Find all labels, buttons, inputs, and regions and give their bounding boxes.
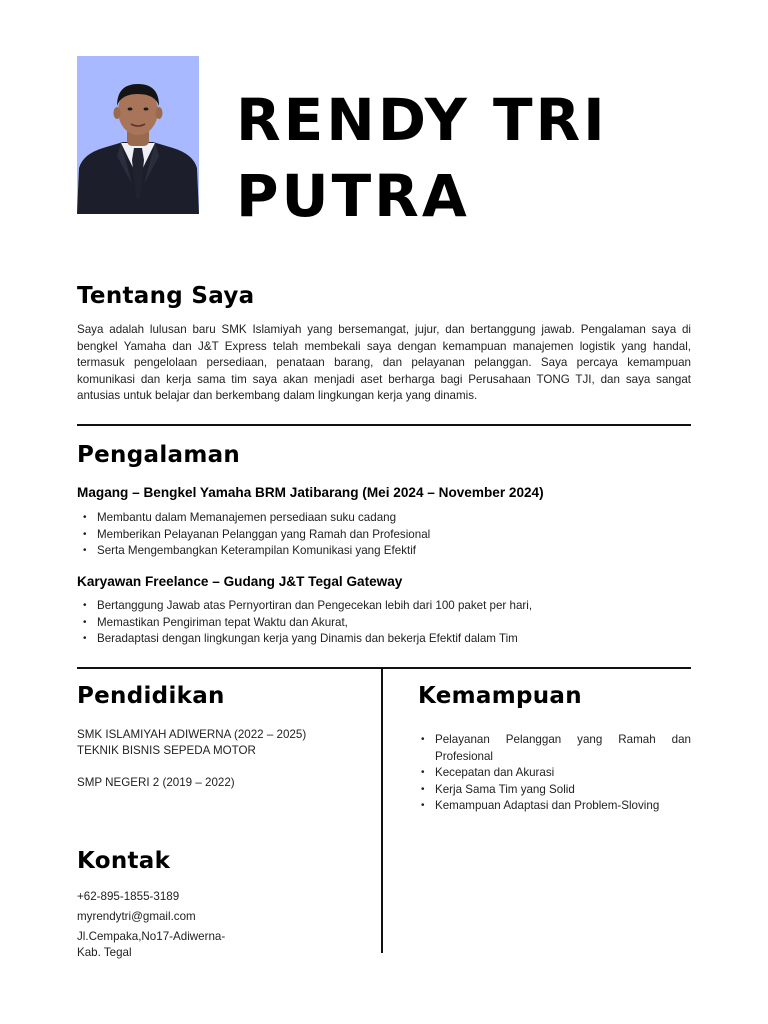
- about-text: Saya adalah lulusan baru SMK Islamiyah yang bersemangat, jujur, dan bertanggung jawab. Pengalaman saya di bengkel Yamaha dan J&T Express telah membekali saya dengan kemampuan manajemen logistik yang handal, termasuk pengelolaan persediaan, penataan barang, dan pelayanan pelanggan. Saya percaya kemampuan komunikasi dan kerja sama tim saya akan menjadi aset berharga bagi Perusahaan TONG TJI, dan saya sangat antusias untuk belajar dan berkembang dalam lingkungan kerja yang dinamis.: [77, 323, 691, 403]
- contact-email: myrendytri@gmail.com: [77, 910, 196, 923]
- list-item: • Serta Mengembangkan Keterampilan Komunikasi yang Efektif: [77, 543, 691, 560]
- applicant-name: [236, 82, 608, 234]
- job-title-2: Karyawan Freelance – Gudang J&T Tegal Gateway: [77, 574, 403, 589]
- skills-heading: Kemampuan: [418, 683, 582, 709]
- list-item: • Memberikan Pelayanan Pelanggan yang Ramah dan Profesional: [77, 527, 691, 544]
- name-line-2: PUTRA: [236, 162, 470, 230]
- skills-list: [415, 732, 691, 815]
- education-major-1: TEKNIK BISNIS SEPEDA MOTOR: [77, 744, 256, 757]
- name-line-1: RENDY TRI: [236, 86, 608, 154]
- list-item: • Kemampuan Adaptasi dan Problem-Sloving: [415, 798, 691, 815]
- list-item: • Bertanggung Jawab atas Pernyortiran dan Pengecekan lebih dari 100 paket per hari,: [77, 598, 691, 615]
- experience-heading: Pengalaman: [77, 442, 241, 468]
- job-title-1: Magang – Bengkel Yamaha BRM Jatibarang (Mei 2024 – November 2024): [77, 485, 544, 500]
- contact-address-line-1: Jl.Cempaka,No17-Adiwerna-: [77, 930, 226, 943]
- contact-phone: +62-895-1855-3189: [77, 890, 180, 903]
- job-2-points: [77, 598, 691, 648]
- job-1-points: [77, 510, 691, 560]
- list-item: • Pelayanan Pelanggan yang Ramah dan Profesional: [415, 732, 691, 765]
- list-item: • Memastikan Pengiriman tepat Waktu dan Akurat,: [77, 615, 691, 632]
- contact-heading: Kontak: [77, 848, 171, 874]
- list-item: • Kerja Sama Tim yang Solid: [415, 782, 691, 799]
- divider-experience: [77, 667, 691, 669]
- education-school-1: SMK ISLAMIYAH ADIWERNA (2022 – 2025): [77, 728, 307, 741]
- profile-photo: [77, 56, 199, 214]
- list-item: • Beradaptasi dengan lingkungan kerja yang Dinamis dan bekerja Efektif dalam Tim: [77, 631, 691, 648]
- column-divider: [381, 667, 383, 953]
- about-heading: Tentang Saya: [77, 283, 255, 309]
- education-heading: Pendidikan: [77, 683, 225, 709]
- list-item: • Membantu dalam Memanajemen persediaan suku cadang: [77, 510, 691, 527]
- divider-about: [77, 424, 691, 426]
- list-item: • Kecepatan dan Akurasi: [415, 765, 691, 782]
- contact-address-line-2: Kab. Tegal: [77, 946, 132, 959]
- education-school-2: SMP NEGERI 2 (2019 – 2022): [77, 776, 235, 789]
